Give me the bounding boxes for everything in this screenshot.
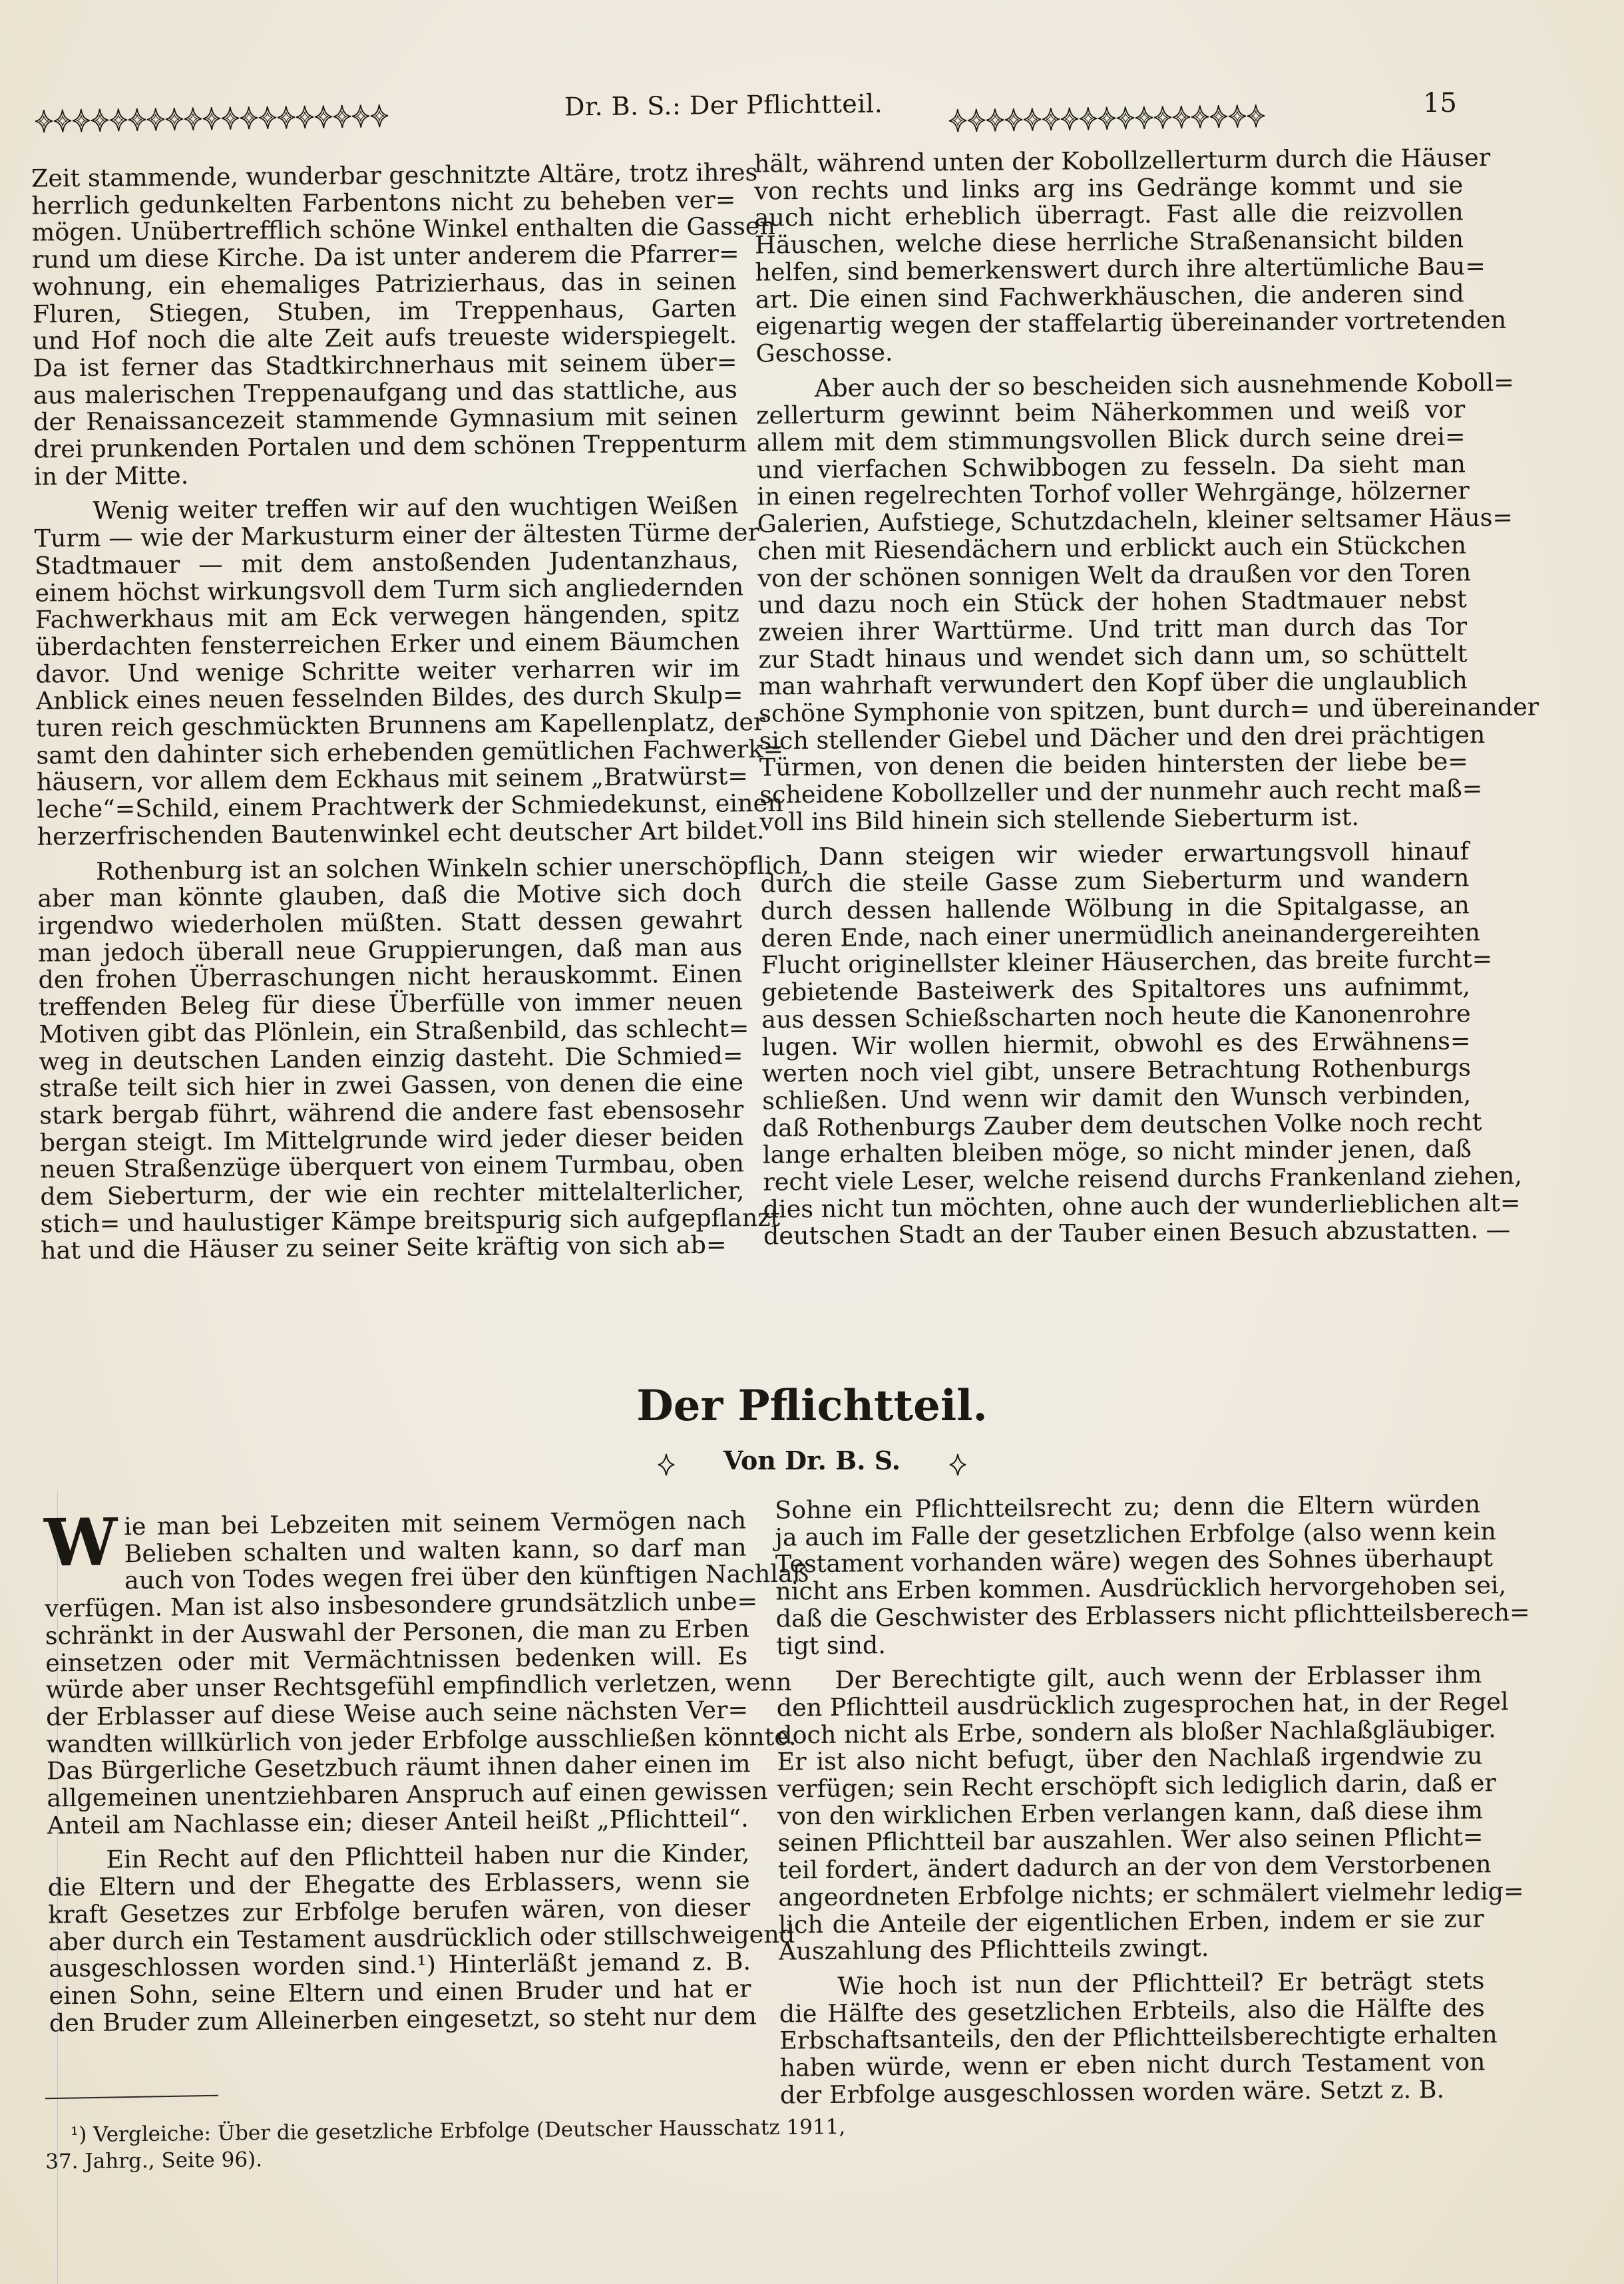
diamond-ornament-icon [986,108,1005,132]
text-line: neuen Straßenzüge überquert von einem Turmbau, oben [39,1149,745,1184]
paragraph [760,836,1523,1251]
text-line: Das Bürgerliche Gesetzbuch räumt ihnen daher einen im [46,1749,751,1786]
diamond-ornament-icon [1004,108,1024,132]
paragraph [43,1504,809,1840]
text-line: Zeit stammende, wunderbar geschnitzte Altäre, trotz ihres [31,158,758,193]
text-line: treffenden Beleg für diese Überfülle von immer neuen [38,986,743,1022]
ornament-row-left [35,101,567,134]
paragraph [37,851,810,1266]
article-left-column [43,1504,809,2038]
text-line: dies nicht tun möchten, ohne auch der wunderlieblichen alt= [763,1188,1521,1224]
text-line: der Erblasser auf diese Weise auch seine nächsten Ver= [45,1695,749,1732]
diamond-ornament-icon [258,106,278,130]
text-line: Da ist ferner das Stadtkirchnerhaus mit seinem über= [33,347,737,383]
text-line: und Hof noch die alte Zeit aufs treueste widerspiegelt. [32,320,737,355]
text-line: Auszahlung des Pflichtteils zwingt. [778,1933,1209,1966]
text-line: den frohen Überraschungen nicht herauskommt. Einen [38,959,743,994]
text-line: hat und die Häuser zu seiner Seite kräftig von sich ab= [40,1231,727,1266]
text-line: auch nicht erheblich überragt. Fast alle die reizvollen [754,197,1464,233]
text-line: Er ist also nicht befugt, über den Nachlaß irgendwie zu [777,1741,1483,1776]
text-line: überdachten fensterreichen Erker und einem Bäumchen [35,626,740,662]
article-byline-row [0,1445,1624,1475]
diamond-ornament-icon [1172,105,1191,129]
text-line: Dann steigen wir wieder erwartungsvoll hinauf [818,836,1470,871]
paragraph [31,158,776,491]
text-line: recht viele Leser, welche reisend durchs Frankenland ziehen, [763,1161,1523,1197]
diamond-ornament-icon [72,108,91,132]
text-line: zellerturm gewinnt beim Näherkommen und weiß vor [756,395,1466,430]
text-line: irgendwo wiederholen müßten. Statt dessen gewahrt [37,905,742,940]
text-line: Anteil am Nachlasse ein; dieser Anteil heißt „Pflichtteil“. [47,1804,749,1840]
text-line: mögen. Unübertrefflich schöne Winkel enthalten die Gassen [31,212,776,248]
text-line: lich die Anteile der eigentlichen Erben, indem er sie zur [778,1903,1484,1939]
text-line: von den wirklichen Erben verlangen kann, daß diese ihm [777,1796,1484,1831]
text-line: verfügen. Man ist also insbesondere grundsätzlich unbe= [45,1587,758,1623]
text-line: deutschen Stadt an der Tauber einen Besuch abzustatten. — [763,1215,1511,1251]
diamond-ornament-icon [146,107,166,131]
text-line: chen mit Riesendächern und erblickt auch ein Stückchen [757,530,1467,566]
diamond-ornament-icon [1247,104,1266,128]
text-line: scheidene Kobollzeller und der nunmehr auch recht maß= [759,774,1483,809]
text-line: zweien ihrer Warttürme. Und tritt man durch das Tor [757,612,1468,647]
text-line: turen reich geschmückten Brunnens am Kapellenplatz, der [36,707,765,743]
diamond-ornament-icon [165,107,184,131]
text-line: deren Ende, nach einer unermüdlich aneinandergereihten [760,917,1481,953]
diamond-ornament-icon [370,104,389,128]
article-title: Der Pflichtteil. [636,1381,988,1431]
footnote [45,2114,846,2175]
text-line: Fluren, Stiegen, Stuben, im Treppenhaus, Garten [32,293,737,329]
text-line: stark bergab führt, während die andere fast ebensosehr [39,1095,744,1130]
previous-article-right-column [753,143,1539,1251]
text-line: Erbschaftsanteils, den der Pflichtteilsberechtigte erhalten [779,2020,1498,2055]
text-line: würde aber unser Rechtsgefühl empfindlich verletzen, wenn [45,1668,792,1704]
diamond-ornament-icon [91,108,110,132]
text-line: daß die Geschwister des Erblassers nicht pflichtteilsberech= [775,1597,1530,1633]
article-right-column [774,1489,1530,2110]
diamond-ornament-icon [1135,106,1154,130]
text-line: art. Die einen sind Fachwerkhäuschen, die anderen sind [755,278,1464,314]
text-line: nicht ans Erben kommen. Ausdrücklich hervorgehoben sei, [775,1571,1507,1606]
text-line: samt den dahinter sich erhebenden gemütlichen Fachwerk= [36,734,784,770]
text-line: einsetzen oder mit Vermächtnissen bedenken will. Es [45,1641,748,1678]
text-line: ausgeschlossen worden sind.¹) Hinterläßt jemand z. B. [48,1947,751,1983]
text-line: bergan steigt. Im Mittelgrunde wird jeder dieser beiden [39,1121,744,1157]
text-line: straße teilt sich hier in zwei Gassen, von denen die eine [39,1067,744,1103]
text-line: häusern, vor allem dem Eckhaus mit seinem „Bratwürst= [36,761,749,797]
diamond-ornament-icon [967,108,986,132]
diamond-ornament-icon [53,108,73,132]
diamond-ornament-icon [296,105,315,129]
diamond-ornament-icon [351,104,371,128]
text-line: durch die steile Gasse zum Sieberturm und wandern [760,863,1470,898]
text-line: Häuschen, welche diese herrliche Straßenansicht bilden [754,224,1464,260]
diamond-ornament-icon [221,106,240,130]
text-line: herzerfrischenden Bautenwinkel echt deutscher Art bildet. [37,815,765,851]
text-line: durch dessen hallende Wölbung in die Spitalgasse, an [760,890,1470,926]
text-line: schöne Symphonie von spitzen, bunt durch= und übereinander [759,692,1539,728]
text-line: die Eltern und der Ehegatte des Erblassers, wenn sie [47,1865,750,1902]
text-line: eigenartig wegen der staffelartig übereinander vortretenden [755,305,1507,341]
text-line: den Bruder zum Alleinerben eingesetzt, so steht nur dem [49,2001,757,2038]
text-line: angeordneten Erbfolge nichts; er schmälert vielmehr ledig= [778,1876,1524,1912]
diamond-ornament-icon [1079,106,1098,130]
text-line: drei prunkenden Portalen und dem schönen Treppenturm [33,429,747,464]
text-line: einen Sohn, seine Eltern und einen Bruder und hat er [49,1974,751,2010]
paragraph [47,1838,795,2038]
paragraph [34,490,784,851]
diamond-ornament-icon [1042,107,1061,131]
text-line: Wie hoch ist nun der Pflichtteil? Er beträgt stets [837,1966,1485,2000]
running-head: Dr. B. S.: Der Pflichtteil. [564,89,883,122]
diamond-ornament-icon [202,106,222,130]
text-line: Rothenburg ist an solchen Winkeln schier unerschöpflich, [95,851,810,886]
text-line: gebietende Basteiwerk des Spitaltores uns aufnimmt, [761,972,1470,1007]
diamond-ornament-icon [1060,106,1080,130]
diamond-ornament-icon [1228,104,1247,128]
text-line: Ein Recht auf den Pflichtteil haben nur die Kinder, [106,1838,750,1875]
text-line: dem Sieberturm, der wie ein rechter mittelalterlicher, [40,1176,745,1211]
text-line: und vierfachen Schwibbogen zu fesseln. Da sieht man [756,449,1466,484]
text-line: schränkt in der Auswahl der Personen, die man zu Erben [45,1614,750,1650]
text-line: stich= und haulustiger Kämpe breitspurig sich aufgepflanzt [40,1203,781,1238]
diamond-ornament-icon [109,108,128,132]
text-line: von rechts und links arg ins Gedränge kommt und sie [754,170,1464,206]
text-line: aus dessen Schießscharten noch heute die Kanonenrohre [761,999,1471,1034]
article-byline: Von Dr. B. S. [723,1445,901,1475]
text-line: Sohne ein Pflichtteilsrecht zu; denn die Eltern würden [774,1489,1481,1525]
text-line: aus malerischen Treppenaufgang und das stattliche, aus [33,375,737,410]
text-line: allgemeinen unentziehbaren Anspruch auf einen gewissen [47,1776,768,1813]
text-line: Testament vorhanden wäre) wegen des Sohnes überhaupt [775,1543,1493,1579]
text-line: werten noch viel gibt, unsere Betrachtung Rothenburgs [761,1053,1472,1088]
diamond-ornament-icon [1116,106,1135,130]
text-line: rund um diese Kirche. Da ist unter anderem die Pfarrer= [31,239,739,274]
text-line: Turm — wie der Markusturm einer der ältesten Türme der [34,518,760,553]
diamond-ornament-icon [1191,104,1210,128]
text-line: kraft Gesetzes zur Erbfolge berufen wären, von dieser [47,1893,751,1929]
text-line: leche“=Schild, einem Prachtwerk der Schmiedekunst, einen [37,788,783,824]
diamond-ornament-icon [658,1452,675,1475]
text-line: in einen regelrechten Torhof voller Wehrgänge, hölzerner [757,476,1470,512]
text-line: von der schönen sonnigen Welt da draußen vor den Toren [757,557,1472,593]
text-line: wandten willkürlich von jeder Erbfolge ausschließen könnte. [46,1722,797,1759]
text-line: Motiven gibt das Plönlein, ein Straßenbild, das schlecht= [39,1014,749,1049]
text-line: helfen, sind bemerkenswert durch ihre altertümliche Bau= [755,251,1486,287]
text-line: in der Mitte. [33,461,189,491]
text-line: Stadtmauer — mit dem anstoßenden Judentanzhaus, [34,545,739,580]
diamond-ornament-icon [314,104,333,128]
diamond-ornament-icon [128,108,147,132]
text-line: der Renaissancezeit stammende Gymnasium mit seinen [33,401,738,437]
text-line: aber man könnte glauben, daß die Motive sich doch [37,878,742,913]
footnote-line: ¹) Vergleiche: Über die gesetzliche Erbfolge (Deutscher Hausschatz 1911, [70,2114,846,2148]
text-line: teil fordert, ändert dadurch an der von dem Verstorbenen [777,1849,1492,1885]
text-line: Der Berechtigte gilt, auch wenn der Erblasser ihm [835,1660,1482,1695]
text-line: Belieben schalten und walten kann, so darf man [124,1533,747,1568]
paragraph [776,1660,1524,1966]
page-header [27,87,1464,126]
text-line: schließen. Und wenn wir damit den Wunsch verbinden, [762,1080,1472,1115]
diamond-ornament-icon [184,106,203,130]
diamond-ornament-icon [333,104,352,128]
text-line: allem mit dem stimmungsvollen Blick durch seine drei= [756,422,1466,457]
page-number: 15 [1423,88,1457,118]
text-line: und dazu noch ein Stück der hohen Stadtmauer nebst [757,584,1467,620]
paragraph [756,367,1539,837]
text-line: Aber auch der so bescheiden sich ausnehmende Koboll= [814,367,1514,403]
article-left-paragraphs [43,1504,809,2038]
paragraph [753,143,1507,368]
text-line: seinen Pflichtteil bar auszahlen. Wer also seinen Pflicht= [777,1822,1484,1858]
diamond-ornament-icon [1153,105,1173,129]
text-line: sich stellender Giebel und Dächer und den drei prächtigen [759,719,1486,755]
text-line: lugen. Wir wollen hiermit, obwohl es des Erwähnens= [761,1026,1471,1061]
text-line: wohnung, ein ehemaliges Patrizierhaus, das in seinen [32,266,737,301]
footnote-line: 37. Jahrg., Seite 96). [45,2148,263,2174]
text-line: haben würde, wenn er eben nicht durch Testament von [779,2047,1486,2082]
diamond-ornament-icon [1098,106,1117,130]
text-line: Fachwerkhaus mit am Eck verwegen hängenden, spitz [35,599,739,634]
text-line: man jedoch überall neue Gruppierungen, daß man aus [37,932,743,968]
footnote-rule [45,2095,218,2100]
diamond-ornament-icon [240,106,259,130]
ornament-row-right [948,102,1414,133]
diamond-ornament-icon [948,108,968,132]
text-line: auch von Todes wegen frei über den künftigen Nachlaß [124,1559,809,1595]
text-line: herrlich gedunkelten Farbentons nicht zu beheben ver= [31,185,736,220]
text-line: die Hälfte des gesetzlichen Erbteils, also die Hälfte des [779,1993,1485,2028]
text-line: daß Rothenburgs Zauber dem deutschen Volke noch recht [762,1107,1482,1143]
text-line: hält, während unten der Kobollzellerturm durch die Häuser [753,143,1491,178]
text-line: der Erbfolge ausgeschlossen worden wäre. Setzt z. B. [779,2074,1445,2110]
diamond-ornament-icon [1023,107,1042,131]
text-line: aber durch ein Testament ausdrücklich oder stillschweigend [48,1919,795,1957]
diamond-ornament-icon [1209,104,1229,128]
paragraph [774,1489,1530,1660]
text-line: Anblick eines neuen fesselnden Bildes, des durch Skulp= [35,680,743,715]
text-line: zur Stadt hinaus und wendet sich dann um, so schüttelt [758,639,1468,674]
text-line: man wahrhaft verwundert den Kopf über die unglaublich [758,666,1468,701]
text-line: Türmen, von denen die beiden hintersten der liebe be= [759,747,1469,783]
text-line: weg in deutschen Landen einzig dasteht. Die Schmied= [39,1040,743,1076]
text-line: davor. Und wenige Schritte weiter verharren wir im [35,654,740,689]
text-line: verfügen; sein Recht erschöpft sich lediglich darin, daß er [777,1768,1496,1804]
paragraph [779,1966,1498,2110]
text-line: voll ins Bild hinein sich stellende Sieberturm ist. [759,802,1360,837]
text-line: Wenig weiter treffen wir auf den wuchtigen Weißen [93,490,739,526]
text-line: den Pflichtteil ausdrücklich zugesprochen hat, in der Regel [776,1686,1509,1722]
diamond-ornament-icon [949,1452,966,1475]
text-line: ie man bei Lebzeiten mit seinem Vermögen nach [123,1505,747,1541]
text-line: Galerien, Aufstiege, Schutzdacheln, kleiner seltsamer Häus= [757,502,1514,538]
drop-cap: W [43,1504,118,1582]
text-line: Geschosse. [755,337,893,368]
text-line: Flucht originellster kleiner Häuserchen, das breite furcht= [761,944,1493,980]
text-line: doch nicht als Erbe, sondern als bloßer Nachlaßgläubiger. [776,1714,1496,1750]
text-line: tigt sind. [775,1630,886,1660]
text-line: einem höchst wirkungsvoll dem Turm sich angliedernden [35,572,744,608]
diamond-ornament-icon [35,109,54,133]
text-line: lange erhalten bleiben möge, so nicht minder jenen, daß [762,1134,1472,1169]
diamond-ornament-icon [277,105,296,129]
previous-article-left-column [31,158,810,1266]
text-line: ja auch im Falle der gesetzlichen Erbfolge (also wenn kein [775,1516,1496,1552]
